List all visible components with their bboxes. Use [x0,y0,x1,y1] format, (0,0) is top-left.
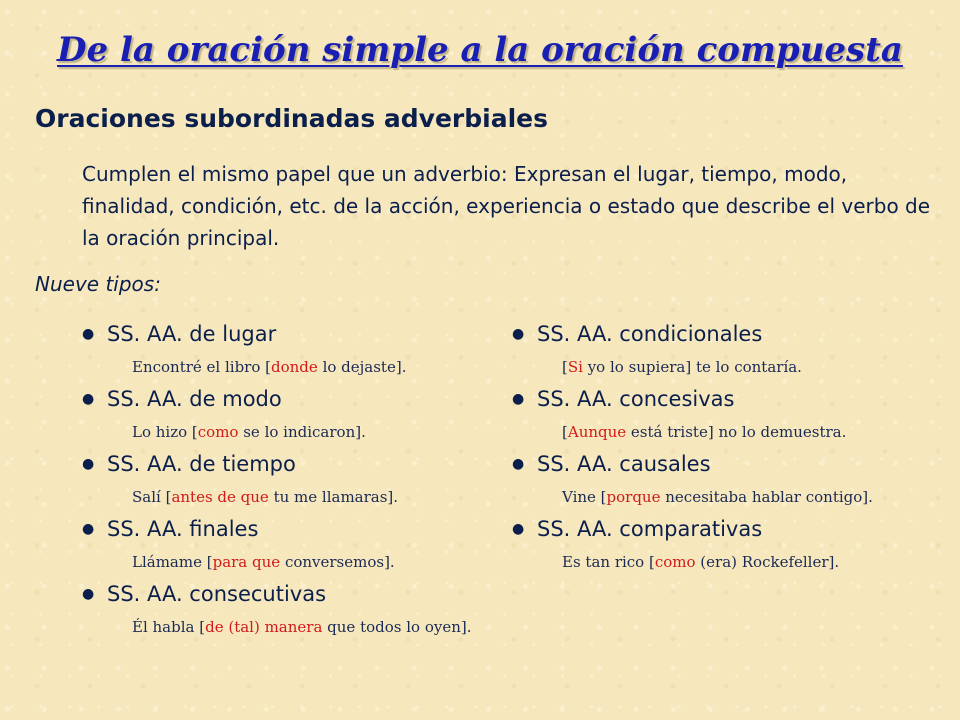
item-example: [Si yo lo supiera] te lo contaría. [562,358,802,376]
bullet-icon: ● [512,521,525,537]
item-example: Lo hizo [como se lo indicaron]. [132,423,366,441]
item-label: SS. AA. consecutivas [107,582,327,606]
bullet-icon: ● [512,326,525,342]
item-label: SS. AA. de modo [107,387,282,411]
bullet-icon: ● [82,391,95,407]
highlighted-conjunction: como [197,423,239,441]
types-label: Nueve tipos: [35,272,161,296]
item-example: Encontré el libro [donde lo dejaste]. [132,358,407,376]
item-label: SS. AA. finales [107,517,259,541]
left-column [82,322,512,647]
item-label: SS. AA. causales [537,452,711,476]
list-item [512,517,932,582]
item-example: Llámame [para que conversemos]. [132,553,395,571]
highlighted-conjunction: de (tal) manera [205,618,323,636]
item-example: Es tan rico [como (era) Rockefeller]. [562,553,840,571]
item-label: SS. AA. de lugar [107,322,277,346]
right-column [512,322,932,582]
highlighted-conjunction: para que [212,553,281,571]
bullet-icon: ● [82,456,95,472]
highlighted-conjunction: antes de que [171,488,269,506]
highlighted-conjunction: Aunque [567,423,627,441]
list-item [82,452,512,517]
list-item [512,387,932,452]
highlighted-conjunction: Si [567,358,583,376]
list-item [512,452,932,517]
item-label: SS. AA. de tiempo [107,452,296,476]
highlighted-conjunction: como [654,553,696,571]
item-label: SS. AA. comparativas [537,517,763,541]
list-item [82,387,512,452]
description-paragraph: Cumplen el mismo papel que un adverbio: Expresan el lugar, tiempo, modo, finalidad, condición, etc. de la acción, experiencia o estado que describe el verbo de la oración principal. [82,162,931,250]
bullet-icon: ● [82,326,95,342]
list-item [82,582,512,647]
item-label: SS. AA. condicionales [537,322,763,346]
list-item [82,322,512,387]
item-example: Él habla [de (tal) manera que todos lo oyen]. [132,618,472,636]
bullet-icon: ● [512,391,525,407]
highlighted-conjunction: donde [271,358,318,376]
highlighted-conjunction: porque [606,488,661,506]
item-label: SS. AA. concesivas [537,387,735,411]
bullet-icon: ● [82,521,95,537]
slide-title: De la oración simple a la oración compuesta [57,30,903,70]
item-example: Vine [porque necesitaba hablar contigo]. [562,488,873,506]
section-heading: Oraciones subordinadas adverbiales [35,104,549,133]
list-item [82,517,512,582]
list-item [512,322,932,387]
item-example: [Aunque está triste] no lo demuestra. [562,423,847,441]
bullet-icon: ● [82,586,95,602]
item-example: Salí [antes de que tu me llamaras]. [132,488,399,506]
bullet-icon: ● [512,456,525,472]
